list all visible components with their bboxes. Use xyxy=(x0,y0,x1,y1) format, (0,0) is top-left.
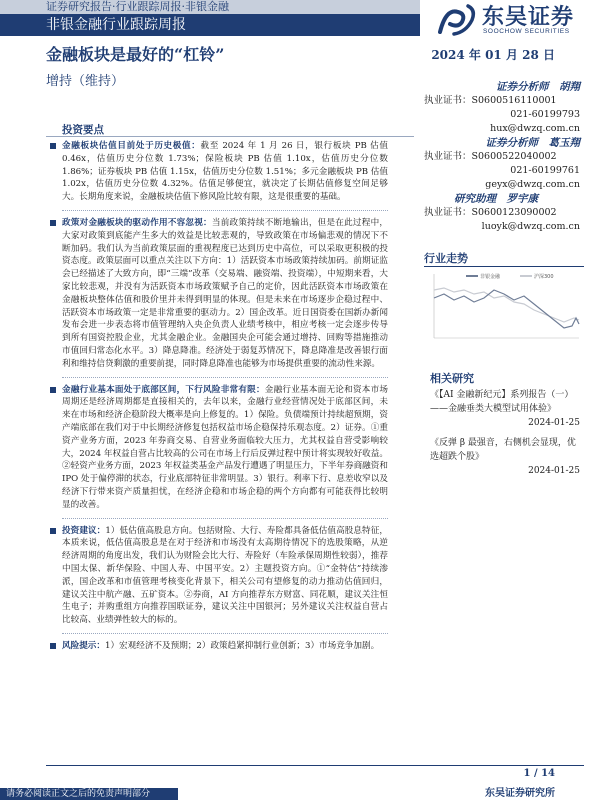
key-point-text: 金融行业基本面无论和资本市场周期还是经济周期都是直接相关的，去年以来，金融行业经营情况处于底部区间，未来在市场和经济企稳阶段大概率是向上修复的。1）保险。负债端预计持续超预期，资产端底部在我们对于中长期经济修复包括权益市场企稳保持乐观态度。2）证券。①重资产业务方面，2023 年券商交易、自营业务面临较大压力，尤其权益自营受影响较大，2024 年权益自营占比较高的公司在市场上行后反弹过程中预计将实现较好收益。②轻资产业务方面，2023 年权益类基金产品发行遭遇了明显压力，下半年券商融资和 IPO 处于偏停滞的状态，行业底部特征非常明显。3）银行。利率下行、息差收窄以及经济下行带来资产质量担忧，在经济企稳和市场企稳的两个方向都有可能获得比较明显的改善。 xyxy=(62,384,388,510)
analyst-cert: 执业证书：S0600516110001 xyxy=(424,95,557,106)
bullet-square-icon xyxy=(50,643,56,649)
analyst-cert: 执业证书：S0600123090002 xyxy=(424,207,557,218)
legend-label-series1: 非银金融 xyxy=(480,274,501,280)
key-point-text: 1）宏观经济不及预期；2）政策趋紧抑制行业创新；3）市场竞争加剧。 xyxy=(104,640,380,651)
divider xyxy=(62,518,388,519)
bullet-square-icon xyxy=(50,143,56,149)
divider xyxy=(46,136,414,137)
bullet-square-icon xyxy=(50,528,56,534)
related-research-item-date: 2024-01-25 xyxy=(528,466,580,476)
related-research-item[interactable] xyxy=(430,436,580,478)
related-research-item-title[interactable]: 《反弹 β 最强音，右侧机会显现，优选超跌个股》 xyxy=(430,438,576,462)
report-series-band: 非银金融行业跟踪周报 xyxy=(0,14,420,36)
trend-line-series1 xyxy=(434,290,579,328)
key-point-text: 当前政策持续不断地输出，但是在此过程中，大家对政策到底能产生多大的效益是比较悲观的，导致政策在市场偏悲观的情况下不断加码。我们认为当前政策层面的重视程度已达到历史中高位，可以采取更积极的投资态度。政策层面可以重点关注以下方向：1）活跃资本市场政策持续加码。前期证监会已经描述了大致方向，即“三端”改革（交易端、融资端、投资端），中短期来看，大家比较悲观，并没有为活跃资本市场政策赋予自己的定价，因此活跃资本市场政策在金融板块整体估值和股价里并未得到明显的体现。但是未来在市场逐步企稳过程中、活跃资本市场政策一定是非常重要的驱动力。2）国企改革。近日国资委在国新办新闻发布会进一步表态将市值管理纳入央企负责人业绩考核中，相应考核一定会逐步传导到所有国资控股企业，尤其金融企业。金融国央企可能会通过增持、回购等措施推动市值回归常态化水平。3）降息降准。经济处于弱复苏情况下，降息降准是改善银行面利和维持信贷剩激的重要前提，同时降息降准也能够为市场提供重要的流动性来源。 xyxy=(62,217,388,369)
divider xyxy=(62,377,388,378)
related-research-list xyxy=(430,388,580,484)
investment-rating: 增持（维持） xyxy=(46,74,125,89)
analyst-name: 证券分析师 葛玉翔 xyxy=(485,137,580,149)
industry-trend-chart xyxy=(424,268,584,348)
key-point-lead: 政策对金融板块的驱动作用不容忽视： xyxy=(62,217,212,228)
divider xyxy=(62,633,388,634)
key-point-paragraph xyxy=(62,525,388,627)
logo-chinese-name: 东吴证券 xyxy=(482,4,575,30)
analyst-email[interactable]: luoyk@dwzq.com.cn xyxy=(481,221,580,232)
key-point-paragraph xyxy=(62,384,388,512)
analyst-cert: 执业证书：S0600522040002 xyxy=(424,151,557,162)
disclaimer-banner: 请务必阅读正文之后的免责声明部分 xyxy=(0,788,178,800)
footer-divider xyxy=(46,765,584,766)
key-point-lead: 金融板块估值目前处于历史极值： xyxy=(62,141,201,151)
bullet-square-icon xyxy=(50,387,56,393)
analyst-name: 研究助理 罗宇康 xyxy=(454,193,538,205)
analyst-phone: 021-60199793 xyxy=(510,109,580,120)
key-points-body xyxy=(62,140,388,653)
related-research-item[interactable] xyxy=(430,388,580,430)
report-date: 2024 年 01 月 28 日 xyxy=(431,48,555,62)
key-point-paragraph xyxy=(62,640,388,653)
related-research-item-date: 2024-01-25 xyxy=(528,418,580,428)
logo-mark-icon xyxy=(436,2,478,38)
key-point-paragraph xyxy=(62,217,388,371)
key-point-lead: 金融行业基本面处于底部区间，下行风险非常有限： xyxy=(62,384,265,395)
analyst-phone: 021-60199761 xyxy=(510,165,580,176)
key-points-title: 投资要点 xyxy=(62,124,104,136)
page-number: 1 / 14 xyxy=(523,768,555,779)
report-category-band: 证券研究报告·行业跟踪周报·非银金融 xyxy=(0,0,420,14)
industry-trend-title: 行业走势 xyxy=(424,252,468,265)
logo-english-name: SOOCHOW SECURITIES xyxy=(483,28,570,35)
key-point-lead: 风险提示： xyxy=(62,640,105,651)
analyst-email[interactable]: hux@dwzq.com.cn xyxy=(490,123,580,134)
divider xyxy=(424,266,584,267)
institute-name: 东吴证券研究所 xyxy=(485,788,555,799)
company-logo xyxy=(432,0,582,40)
key-point-text: 截至 2024 年 1 月 26 日，银行板块 PB 估值 0.46x，估值历史分位数 1.73%；保险板块 PB 估值 1.10x，估值历史分位数 1.86%；证券板块 PB 估值 1.15x，估值历史分位数 1.51%；多元金融板块 PB 估值 1.02x，估值历史分位数 4.32%。估值足够便宜，就决定了长期估值修复空间足够大。长期角度来说，金融板块估值下修风险比较有限，这是很重要的基础。 xyxy=(62,141,388,203)
analyst-email[interactable]: geyx@dwzq.com.cn xyxy=(485,179,580,190)
report-headline: 金融板块是最好的“杠铃” xyxy=(46,45,225,64)
analyst-block xyxy=(424,192,584,234)
divider xyxy=(62,210,388,211)
related-research-item-title[interactable]: 《【AI 金融新纪元】系列报告（一）——金融垂类大模型试用体验》 xyxy=(430,390,574,414)
trend-line-series2 xyxy=(434,288,579,322)
related-research-title: 相关研究 xyxy=(430,372,474,385)
analyst-block xyxy=(424,136,584,192)
key-point-text: 1）低估值高股息方向。包括财险、大行、寿险都具备低估值高股息特征，本质来说，低估值高股息是在对于经济和市场没有太高期待情况下的选股策略，从逆经济周期的角度出发，我们认为财险会比大行、寿险好（车险承保周期性较弱），推荐中国太保、新华保险、中国人寿、中国平安。2）主题投资方向。①“金特估”持续渗派，国企改革和市值管理考核变化背景下，相关公司有望修复的动力推动估值回归，建议关注中航产融、五矿资本。②券商，AI 方向推荐东方财富、同花顺，建议关注恒生电子；并购重组方向推荐国联证券，建议关注中国银河；另外建议关注权益自营占比较高、业绩弹性较大的标的。 xyxy=(62,525,388,626)
legend-label-series2: 沪深300 xyxy=(534,274,554,280)
key-point-paragraph xyxy=(62,140,388,204)
analyst-info xyxy=(424,80,584,234)
bullet-square-icon xyxy=(50,220,56,226)
key-point-lead: 投资建议： xyxy=(62,525,106,536)
analyst-block xyxy=(424,80,584,136)
analyst-name: 证券分析师 胡翔 xyxy=(496,81,580,93)
